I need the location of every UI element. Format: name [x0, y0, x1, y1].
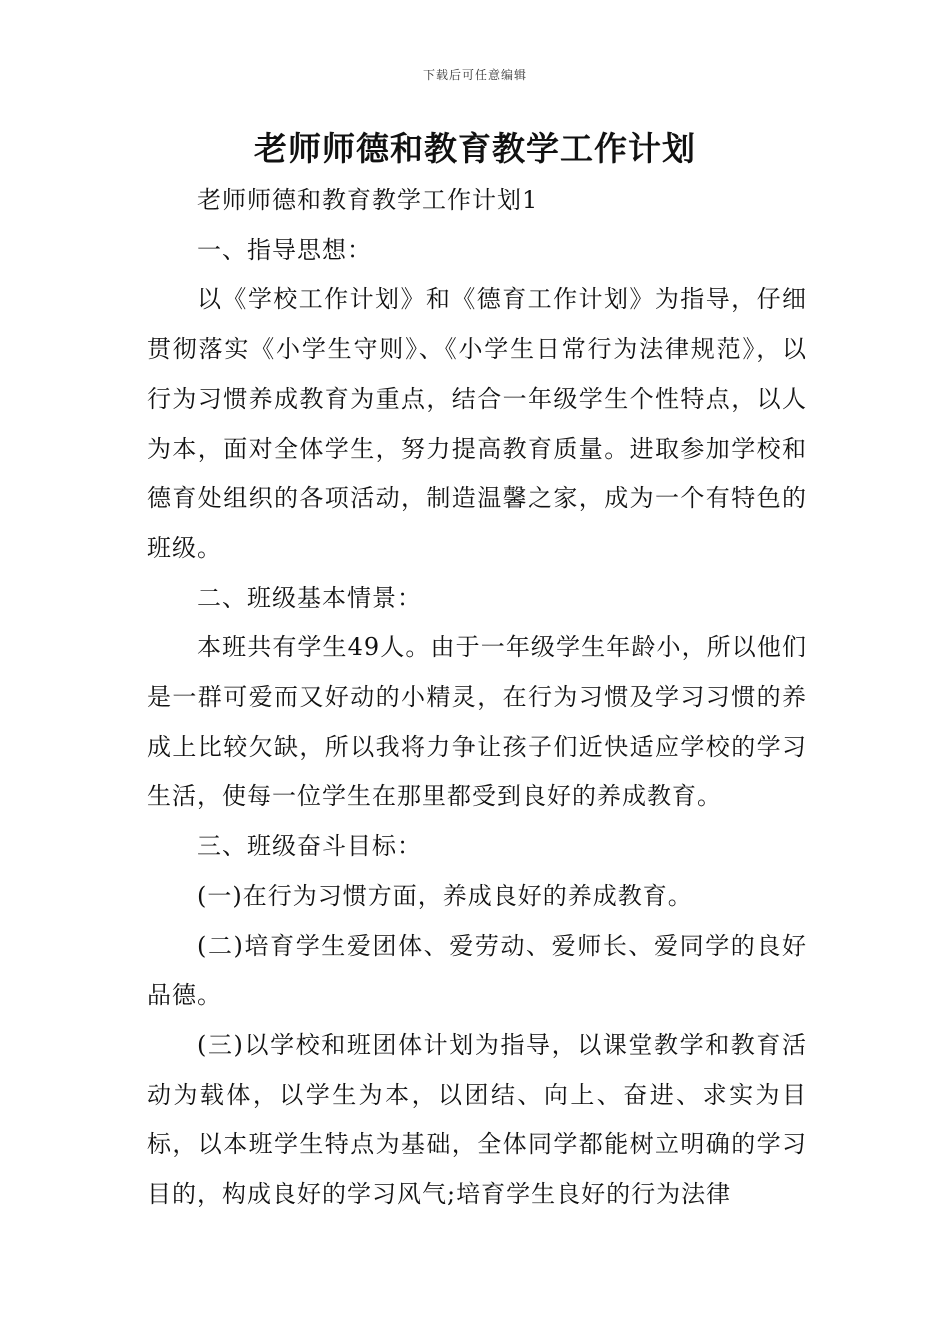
goal-item: (二)培育学生爱团体、爱劳动、爱师长、爱同学的良好品德。 [147, 931, 807, 1010]
document-body [147, 176, 807, 1220]
body-paragraph: 以《学校工作计划》和《德育工作计划》为指导，仔细贯彻落实《小学生守则》、《小学生日常行为法律规范》，以行为习惯养成教育为重点，结合一年级学生个性特点，以人为本，面对全体学生，努力提高教育质量。进取参加学校和德育处组织的各项活动，制造温馨之家，成为一个有特色的班级。 [147, 285, 807, 562]
section-heading-class-goals: 三、班级奋斗目标： [197, 832, 422, 861]
header-note: 下载后可任意编辑 [422, 68, 527, 82]
document-title: 老师师德和教育教学工作计划 [254, 129, 696, 168]
goal-item: (一)在行为习惯方面，养成良好的养成教育。 [197, 881, 693, 910]
body-paragraph: 本班共有学生49人。由于一年级学生年龄小，所以他们是一群可爱而又好动的小精灵，在行为习惯及学习习惯的养成上比较欠缺，所以我将力争让孩子们近快适应学校的学习生活，使每一位学生在那里都受到良好的养成教育。 [147, 633, 807, 811]
subtitle-paragraph: 老师师德和教育教学工作计划1 [197, 186, 539, 214]
goal-item: (三)以学校和班团体计划为指导，以课堂教学和教育活动为载体，以学生为本，以团结、向上、奋进、求实为目标，以本班学生特点为基础，全体同学都能树立明确的学习目的，构成良好的学习风气;培育学生良好的行为法律 [147, 1030, 807, 1209]
section-heading-guiding-thought: 一、指导思想： [197, 235, 372, 264]
section-heading-class-situation: 二、班级基本情景： [197, 583, 422, 612]
